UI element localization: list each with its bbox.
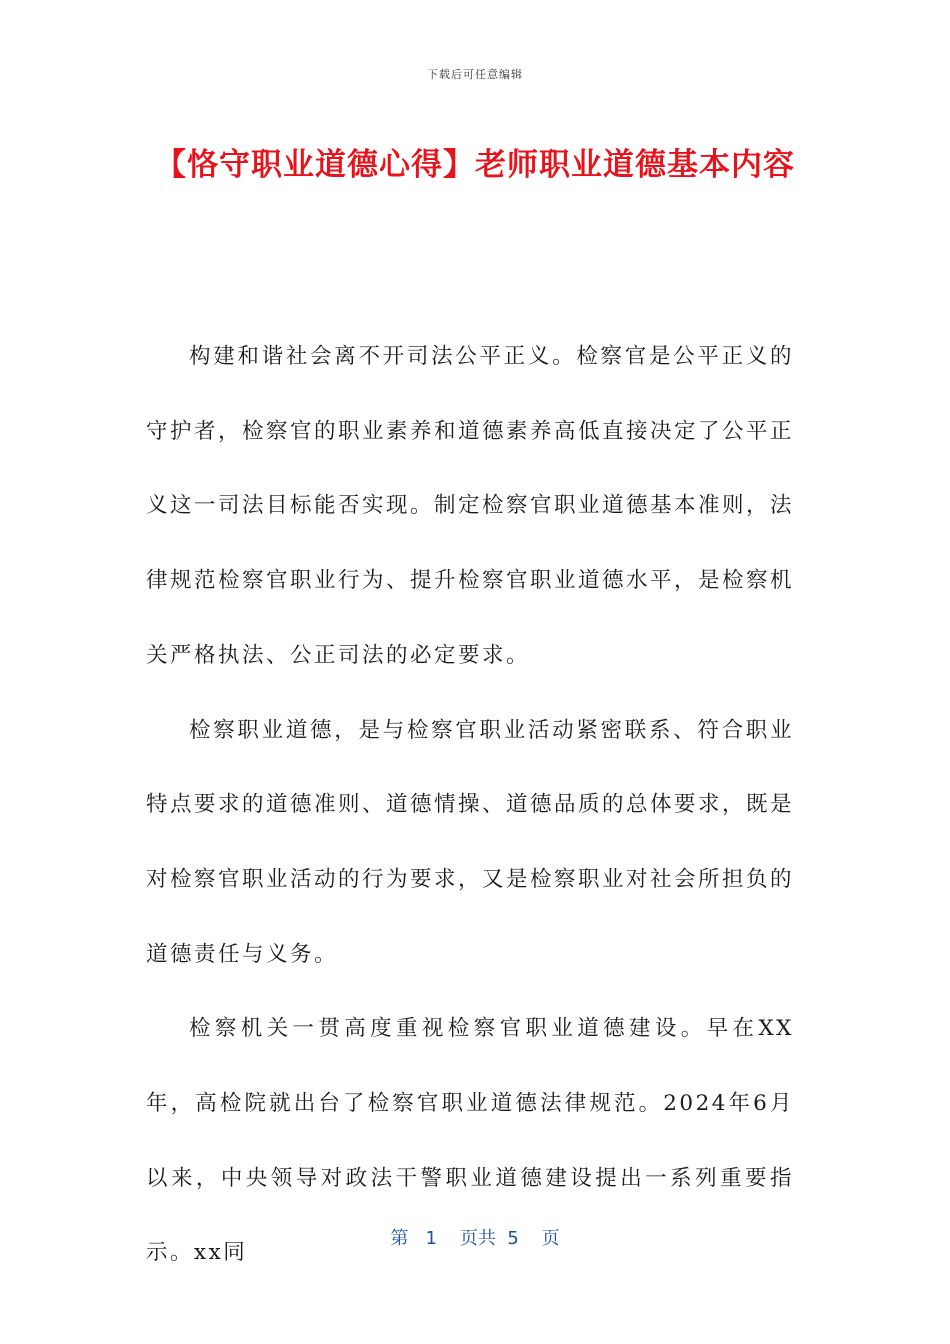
document-title: 【恪守职业道德心得】老师职业道德基本内容	[155, 147, 795, 183]
paragraph-2: 检察职业道德，是与检察官职业活动紧密联系、符合职业特点要求的道德准则、道德情操、道德品质的总体要求，既是对检察官职业活动的行为要求，又是检察职业对社会所担负的道德责任与义务。	[146, 717, 795, 967]
footer-suffix: 页	[541, 1228, 560, 1249]
paragraph-3: 检察机关一贯高度重视检察官职业道德建设。早在XX年，高检院就出台了检察官职业道德法律规范。2024年6月以来，中央领导对政法干警职业道德建设提出一系列重要指示。xx同	[146, 1016, 794, 1266]
footer-current-page: 1	[425, 1228, 437, 1249]
footer-prefix: 第	[390, 1228, 409, 1249]
footer-total-pages: 5	[507, 1228, 519, 1249]
page-footer	[0, 1224, 950, 1250]
paragraph-1: 构建和谐社会离不开司法公平正义。检察官是公平正义的守护者，检察官的职业素养和道德素养高低直接决定了公平正义这一司法目标能否实现。制定检察官职业道德基本准则，法律规范检察官职业行为、提升检察官职业道德水平，是检察机关严格执法、公正司法的必定要求。	[146, 344, 795, 668]
footer-middle: 页共	[459, 1228, 496, 1249]
page-header-note: 下载后可任意编辑	[427, 68, 523, 81]
document-body	[146, 320, 794, 1291]
